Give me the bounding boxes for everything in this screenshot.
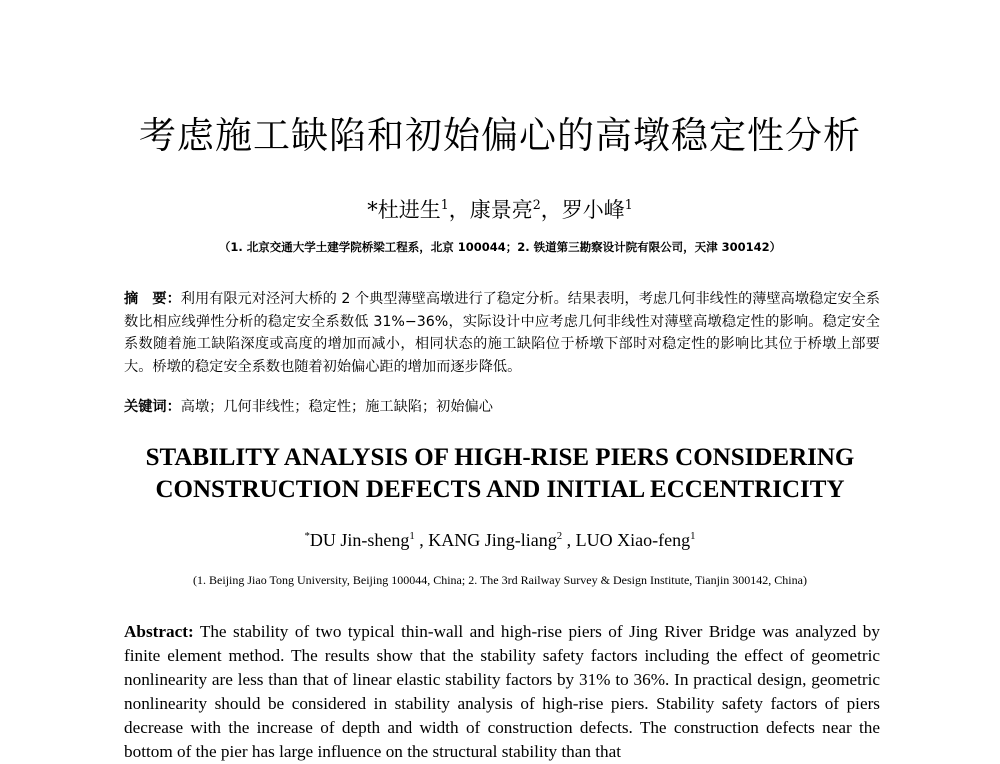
chinese-abstract bbox=[124, 288, 880, 378]
author-name: 康景亮 bbox=[469, 198, 533, 222]
chinese-keywords bbox=[124, 396, 880, 418]
author-separator: ， bbox=[448, 198, 470, 222]
author-separator: ， bbox=[540, 198, 562, 222]
english-title-line-1: STABILITY ANALYSIS OF HIGH-RISE PIERS CONSIDERING bbox=[145, 444, 855, 471]
author-affiliation-mark: 1 bbox=[690, 530, 696, 542]
author-name: 杜进生 bbox=[377, 198, 441, 222]
author-prefix: * bbox=[304, 530, 310, 542]
chinese-authors bbox=[0, 195, 1000, 225]
chinese-affiliation: （1. 北京交通大学土建学院桥梁工程系，北京 100044；2. 铁道第三勘察设计院有限公司，天津 300142） bbox=[218, 240, 782, 254]
chinese-keywords-label: 关键词： bbox=[124, 399, 181, 415]
chinese-abstract-label: 摘 要： bbox=[124, 291, 181, 307]
english-abstract-label: Abstract: bbox=[124, 622, 194, 641]
author-affiliation-mark: 1 bbox=[409, 530, 415, 542]
english-affiliation: (1. Beijing Jiao Tong University, Beijing 100044, China; 2. The 3rd Railway Survey & Design Institute, Tianjin 300142, China) bbox=[193, 573, 807, 587]
english-abstract-text: The stability of two typical thin-wall and high-rise piers of Jing River Bridge was analyzed by finite element method. The results show that the stability safety factors including the effect of geometric nonlinearity are less than that of linear elastic stability factors by 31% to 36%. In practical design, geometric nonlinearity should be considered in stability analysis of high-rise piers. Stability safety factors of piers decrease with the increase of depth and width of construction defects. The construction defects near the bottom of the pier has large influence on the structural stability than that bbox=[124, 622, 880, 761]
author-affiliation-mark: 1 bbox=[624, 197, 633, 212]
author-name: DU Jin-sheng bbox=[309, 530, 410, 550]
author-separator: , bbox=[562, 530, 576, 550]
author-separator: , bbox=[414, 530, 429, 550]
english-title-line-2: CONSTRUCTION DEFECTS AND INITIAL ECCENTRICITY bbox=[155, 476, 845, 503]
author-affiliation-mark: 2 bbox=[556, 530, 563, 542]
author-affiliation-mark: 2 bbox=[532, 197, 541, 212]
english-abstract bbox=[124, 620, 880, 764]
chinese-keywords-text: 高墩；几何非线性；稳定性；施工缺陷；初始偏心 bbox=[180, 399, 493, 415]
author-affiliation-mark: 1 bbox=[440, 197, 449, 212]
author-prefix: * bbox=[367, 198, 378, 222]
english-title bbox=[0, 442, 1000, 506]
chinese-title: 考虑施工缺陷和初始偏心的高墩稳定性分析 bbox=[139, 114, 861, 157]
chinese-abstract-text: 利用有限元对泾河大桥的 2 个典型薄壁高墩进行了稳定分析。结果表明，考虑几何非线性的薄壁高墩稳定安全系数比相应线弹性分析的稳定安全系数低 31%−36%，实际设计中应考虑几何非线性对薄壁高墩稳定性的影响。稳定安全系数随着施工缺陷深度或高度的增加而减小，相同状态的施工缺陷位于桥墩下部时对稳定性的影响比其位于桥墩上部要大。桥墩的稳定安全系数也随着初始偏心距的增加而逐步降低。 bbox=[124, 291, 880, 375]
author-name: 罗小峰 bbox=[561, 198, 625, 222]
english-authors bbox=[0, 527, 1000, 553]
author-name: LUO Xiao-feng bbox=[575, 530, 691, 550]
author-name: KANG Jing-liang bbox=[428, 530, 557, 550]
